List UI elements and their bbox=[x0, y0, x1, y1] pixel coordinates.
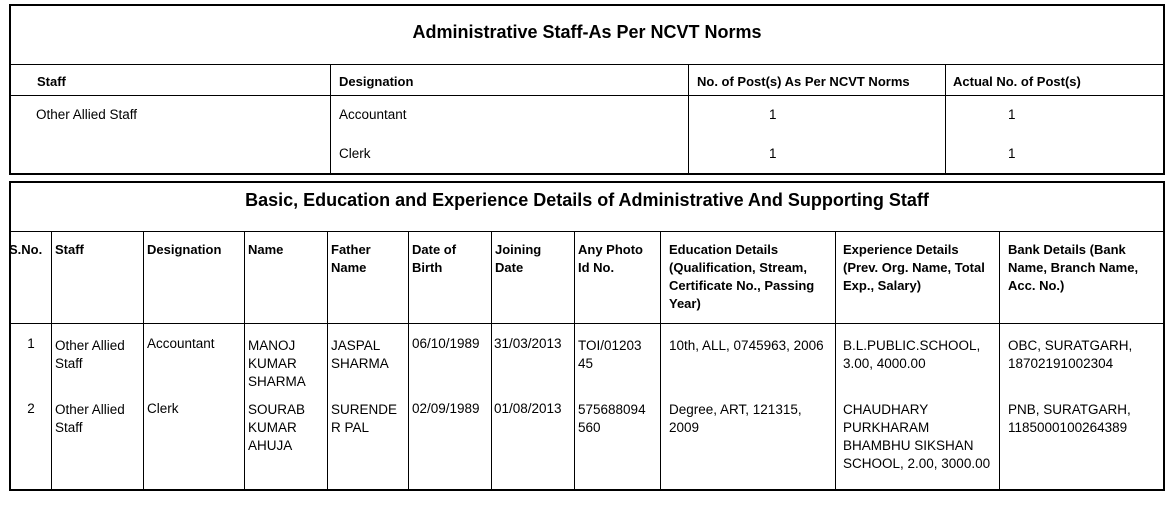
norms-actual-cell: 1 bbox=[1008, 107, 1016, 122]
row2-sno: 2 bbox=[27, 401, 35, 416]
norms-staff-cell: Other Allied Staff bbox=[36, 107, 138, 122]
divider bbox=[330, 64, 331, 175]
norms-norm-cell: 1 bbox=[769, 107, 777, 122]
divider bbox=[11, 231, 1163, 232]
divider bbox=[660, 231, 661, 491]
header-name: Name bbox=[248, 242, 284, 257]
divider bbox=[835, 231, 836, 491]
header-dob: Date of Birth bbox=[412, 242, 457, 275]
header-photo-id: Any Photo Id No. bbox=[578, 242, 643, 275]
divider bbox=[11, 95, 1163, 96]
header-staff: Staff bbox=[37, 74, 66, 89]
row1-bank: OBC, SURATGARH, 18702191002304 bbox=[1008, 338, 1133, 371]
norms-actual-cell: 1 bbox=[1008, 146, 1016, 161]
ncvt-norms-table bbox=[9, 4, 1165, 175]
row1-dob: 06/10/1989 bbox=[412, 336, 480, 351]
divider bbox=[945, 64, 946, 175]
norms-designation-cell: Accountant bbox=[339, 107, 407, 122]
header-experience: Experience Details (Prev. Org. Name, Total Exp., Salary) bbox=[843, 242, 985, 293]
row2-designation: Clerk bbox=[147, 401, 179, 416]
divider bbox=[999, 231, 1000, 491]
divider bbox=[244, 231, 245, 491]
row2-dob: 02/09/1989 bbox=[412, 401, 480, 416]
divider bbox=[408, 231, 409, 491]
row1-father-name: JASPAL SHARMA bbox=[331, 338, 389, 371]
row1-photo-id: TOI/01203 45 bbox=[578, 338, 642, 371]
row1-education: 10th, ALL, 0745963, 2006 bbox=[669, 338, 824, 353]
staff-details-table bbox=[9, 181, 1165, 491]
divider bbox=[11, 323, 1163, 324]
divider bbox=[574, 231, 575, 491]
header-sno: S.No. bbox=[9, 242, 43, 257]
row2-father-name: SURENDE R PAL bbox=[331, 402, 398, 435]
divider bbox=[143, 231, 144, 491]
ncvt-norms-title: Administrative Staff-As Per NCVT Norms bbox=[412, 22, 762, 42]
divider bbox=[51, 231, 52, 491]
row1-experience: B.L.PUBLIC.SCHOOL, 3.00, 4000.00 bbox=[843, 338, 981, 371]
norms-norm-cell: 1 bbox=[769, 146, 777, 161]
row2-experience: CHAUDHARY PURKHARAM BHAMBHU SIKSHAN SCHOOL, 2.00, 3000.00 bbox=[843, 402, 991, 471]
row1-joining-date: 31/03/2013 bbox=[494, 336, 562, 351]
header-bank: Bank Details (Bank Name, Branch Name, Acc. No.) bbox=[1008, 242, 1139, 293]
row2-bank: PNB, SURATGARH, 1185000100264389 bbox=[1008, 402, 1131, 435]
header-designation: Designation bbox=[339, 74, 414, 89]
header-father-name: Father Name bbox=[331, 242, 371, 275]
row2-staff: Other Allied Staff bbox=[55, 402, 125, 435]
row2-joining-date: 01/08/2013 bbox=[494, 401, 562, 416]
header-staff: Staff bbox=[55, 242, 84, 257]
header-education: Education Details (Qualification, Stream, Certificate No., Passing Year) bbox=[669, 242, 815, 311]
header-actual-posts: Actual No. of Post(s) bbox=[953, 74, 1081, 89]
row1-sno: 1 bbox=[27, 336, 35, 351]
row1-designation: Accountant bbox=[147, 336, 215, 351]
header-norm-posts: No. of Post(s) As Per NCVT Norms bbox=[697, 74, 910, 89]
divider bbox=[327, 231, 328, 491]
header-designation: Designation bbox=[147, 242, 222, 257]
row2-education: Degree, ART, 121315, 2009 bbox=[669, 402, 802, 435]
staff-details-title: Basic, Education and Experience Details of Administrative And Supporting Staff bbox=[245, 190, 929, 210]
norms-designation-cell: Clerk bbox=[339, 146, 371, 161]
header-joining-date: Joining Date bbox=[495, 242, 542, 275]
divider bbox=[491, 231, 492, 491]
divider bbox=[11, 64, 1163, 65]
row1-name: MANOJ KUMAR SHARMA bbox=[248, 338, 306, 389]
divider bbox=[688, 64, 689, 175]
row2-name: SOURAB KUMAR AHUJA bbox=[248, 402, 306, 453]
row1-staff: Other Allied Staff bbox=[55, 338, 125, 371]
row2-photo-id: 575688094 560 bbox=[578, 402, 646, 435]
